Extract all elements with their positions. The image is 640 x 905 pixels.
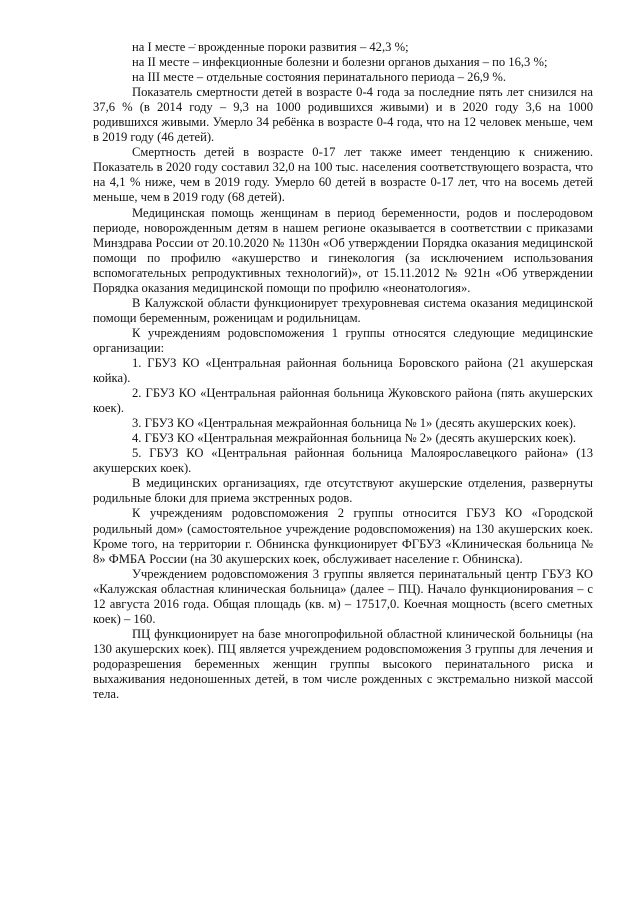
paragraph-group-3: Учреждением родовспоможения 3 группы является перинатальный центр ГБУЗ КО «Калужская областная клиническая больница» (далее – ПЦ). Начало функционирования – с 12 августа 2016 года. Общая площадь (кв. м) – 17517,0. Коечная мощность (всего сметных коек) – 160.	[93, 566, 593, 626]
document-body	[93, 40, 593, 702]
paragraph-maternity-blocks: В медицинских организациях, где отсутствуют акушерские отделения, развернуты родильные блоки для приема экстренных родов.	[93, 476, 593, 506]
paragraph-rank-1: на I месте – врожденные пороки развития – 42,3 %;	[132, 40, 409, 54]
paragraph-rank-2: на II месте – инфекционные болезни и болезни органов дыхания – по 16,3 %;	[132, 55, 548, 70]
paragraph-three-level-system: В Калужской области функционирует трехуровневая система оказания медицинской помощи беременным, роженицам и родильницам.	[93, 295, 593, 325]
paragraph-mortality-0-17: Смертность детей в возрасте 0-17 лет также имеет тенденцию к снижению. Показатель в 2020 году составил 32,0 на 100 тыс. населения соответствующего возраста, что на 4,1 % ниже, чем в 2019 году. Умерло 60 детей в возрасте 0-17 лет, что на восемь детей меньше, чем в 2019 году (68 детей).	[93, 145, 593, 205]
paragraph-group-1-intro: К учреждениям родовспоможения 1 группы относятся следующие медицинские организации:	[93, 325, 593, 355]
paragraph-rank-3: на III месте – отдельные состояния перинатального периода – 26,9 %.	[132, 70, 506, 85]
list-item-zhukovsky: 2. ГБУЗ КО «Центральная районная больница Жуковского района (пять акушерских коек).	[93, 386, 593, 416]
list-item-mezhrayon-1: 3. ГБУЗ КО «Центральная межрайонная больница № 1» (десять акушерских коек).	[132, 416, 577, 431]
paragraph-mortality-0-4: Показатель смертности детей в возрасте 0-4 года за последние пять лет снизился на 37,6 % (в 2014 году – 9,3 на 1000 родившихся живыми) и в 2020 году 3,6 на 1000 родившихся живыми. Умерло 34 ребёнка в возрасте 0-4 года, что на 12 человек меньше, чем в 2019 году (46 детей).	[93, 85, 593, 145]
paragraph-medical-care-orders: Медицинская помощь женщинам в период беременности, родов и послеродовом периоде, новорожденным детям в нашем регионе оказывается в соответствии с приказами Минздрава России от 20.10.2020 № 1130н «Об утверждении Порядка оказания медицинской помощи по профилю «акушерство и гинекология (за исключением использования вспомогательных репродуктивных технологий)», от 15.11.2012 № 921н «Об утверждении Порядка оказания медицинской помощи по профилю «неонатология».	[93, 205, 593, 295]
paragraph-group-2: К учреждениям родовспоможения 2 группы относится ГБУЗ КО «Городской родильный дом» (самостоятельное учреждение родовспоможения) на 130 акушерских коек. Кроме того, на территории г. Обнинска функционирует ФГБУЗ «Клиническая больница № 8» ФМБА России (на 30 акушерских коек, обслуживает население г. Обнинска).	[93, 506, 593, 566]
list-item-borovsk: 1. ГБУЗ КО «Центральная районная больница Боровского района (21 акушерская койка).	[93, 355, 593, 386]
paragraph-perinatal-center: ПЦ функционирует на базе многопрофильной областной клинической больницы (на 130 акушерских коек). ПЦ является учреждением родовспоможения 3 группы для лечения и родоразрешения беременных женщин группы высокого перинатального риска и выхаживания недоношенных детей, в том числе рожденных с экстремально низкой массой тела.	[93, 626, 593, 702]
list-item-maloyaroslavets: 5. ГБУЗ КО «Центральная районная больница Малоярославецкого района» (13 акушерских коек).	[93, 446, 593, 476]
list-item-mezhrayon-2: 4. ГБУЗ КО «Центральная межрайонная больница № 2» (десять акушерских коек).	[132, 431, 577, 446]
